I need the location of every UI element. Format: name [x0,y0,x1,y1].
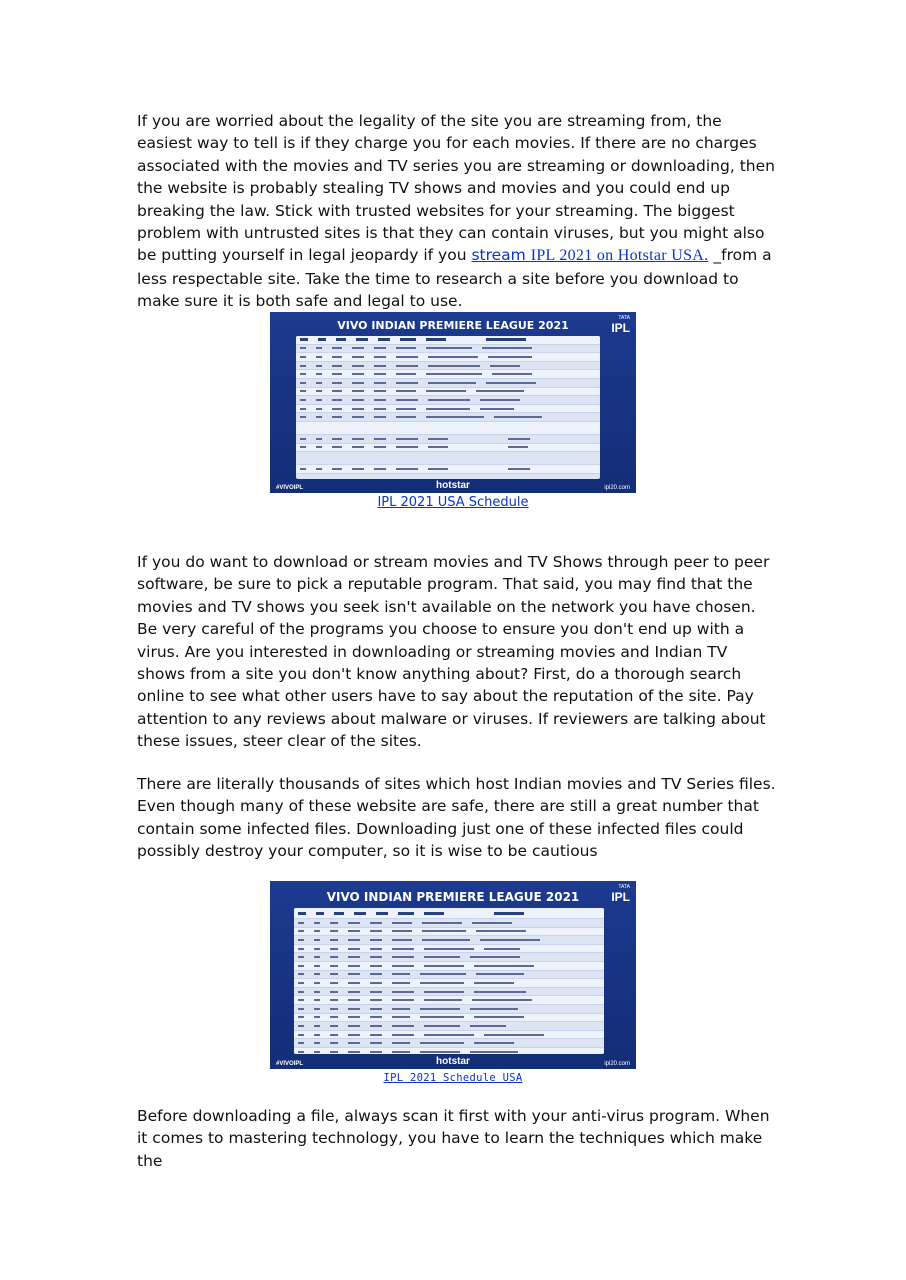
ipl-schedule-usa-link[interactable]: IPL 2021 Schedule USA [383,1072,523,1084]
image-caption-2 [0,1072,906,1084]
hotstar-logo: hotstar [436,1056,470,1067]
paragraph-before-downloading: Before downloading a file, always scan it first with your anti-virus program. When it comes to mastering technology, you have to learn the techniques which make the [137,1107,770,1170]
ipl-logo: TATA IPL [611,315,630,335]
ipl-usa-schedule-link[interactable]: IPL 2021 USA Schedule [377,495,529,510]
paragraph-legality [137,110,777,313]
stream-ipl-link[interactable] [471,246,708,264]
hashtag-text: #VIVOIPL [276,1061,304,1067]
hotstar-logo: hotstar [436,480,470,491]
image-caption-1 [0,495,906,510]
hashtag-text: #VIVOIPL [276,485,304,491]
paragraph-text: If you are worried about the legality of the site you are streaming from, the easiest way to tell is if they charge you for each movies. If there are no charges associated with the movies and TV series you are streaming or downloading, then the website is probably stealing TV shows and movies and you could end up breaking the law. Stick with trusted websites for your streaming. The biggest problem with untrusted sites is that they can contain viruses, but you might also be putting yourself in legal jeopardy if you [137,112,775,265]
paragraph-text-after-link: _from a less respectable site. Take the time to research a site before you download to make sure it is both safe and legal to use. [137,246,772,311]
site-url-text: ipl20.com [604,1061,630,1067]
site-url-text: ipl20.com [604,485,630,491]
schedule-title: VIVO INDIAN PREMIERE LEAGUE 2021 [326,890,580,904]
paragraph-thousands-of-sites: There are literally thousands of sites which host Indian movies and TV Series files. Even though many of these website are safe, there are still a great number that contain some infected files. Downloading just one of these infected files could possibly destroy your computer, so it is wise to be cautious [137,775,776,861]
link-mono-text: IPL 2021 on Hotstar USA. [530,247,709,265]
ipl-logo: TATA IPL [611,884,630,904]
schedule-title: VIVO INDIAN PREMIERE LEAGUE 2021 [337,319,569,332]
paragraph-peer-to-peer: If you do want to download or stream movies and TV Shows through peer to peer software, be sure to pick a reputable program. That said, you may find that the movies and TV shows you seek isn't available on the network you have chosen. Be very careful of the programs you choose to ensure you don't end up with a virus. Are you interested in downloading or streaming movies and Indian TV shows from a site you don't know anything about? First, do a thorough search online to see what other users have to say about the reputation of the site. Pay attention to any reviews about malware or viruses. If reviewers are talking about these issues, steer clear of the sites. [137,553,770,751]
schedule-table-1 [296,336,600,479]
ipl-schedule-image-1 [270,312,636,493]
link-word: stream [471,246,526,265]
schedule-table-2 [294,908,604,1054]
ipl-schedule-image-2 [270,881,636,1069]
